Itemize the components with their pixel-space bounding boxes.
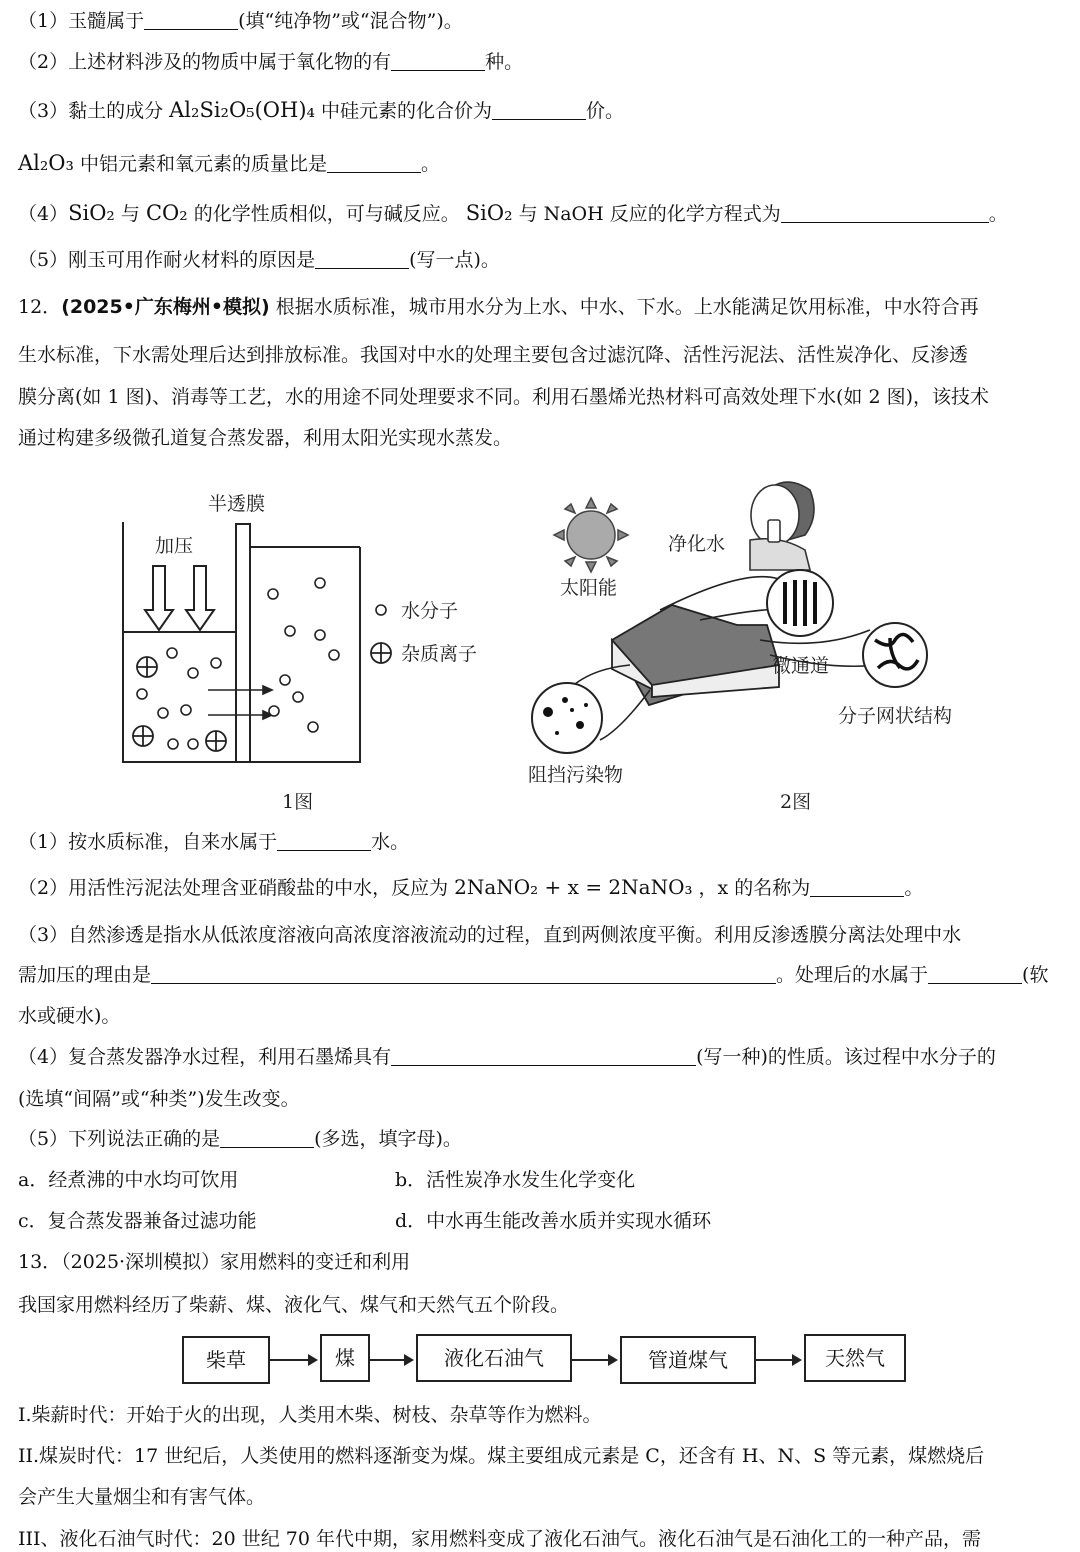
answer-blank[interactable] <box>151 963 776 984</box>
answer-blank[interactable] <box>391 1045 696 1066</box>
pressure-arrows <box>145 566 214 630</box>
impurity-ion-legend-icon <box>371 643 391 663</box>
purified-water-label: 净化水 <box>668 533 726 555</box>
flow-arrow <box>268 1359 316 1361</box>
q11-part3: （3）黏土的成分 Al₂Si₂O₅(OH)₄ 中硅元素的化合价为 价。 <box>18 98 625 122</box>
q13-era3: III、液化石油气时代：20 世纪 70 年代中期，家用燃料变成了液化石油气。液化石油气是石油化工的一种产品，需 <box>18 1528 981 1550</box>
legend-impurity-ion: 杂质离子 <box>401 643 478 665</box>
q12-sub3-line2: 需加压的理由是 。处理后的水属于 (软 <box>18 964 1049 986</box>
pollutant-block-icon <box>532 683 602 753</box>
flow-step-natural-gas: 天然气 <box>804 1334 906 1382</box>
child-drinking-icon <box>750 482 814 570</box>
formula: SiO₂ <box>68 201 115 225</box>
impurity-ions <box>133 657 226 751</box>
q11-part3b: Al₂O₃ 中铝元素和氧元素的质量比是 。 <box>18 151 441 175</box>
q11-part1: （1）玉髓属于 (填“纯净物”或“混合物”)。 <box>18 10 463 32</box>
q12-sub3-line1: （3）自然渗透是指水从低浓度溶液向高浓度溶液流动的过程，直到两侧浓度平衡。利用反渗透膜分离法处理中水 <box>18 924 962 946</box>
flow-step-coal: 煤 <box>320 1334 370 1382</box>
flow-arrow <box>570 1359 616 1361</box>
figure-1-caption: 1图 <box>282 791 314 813</box>
q12-source: (2025•广东梅州•模拟) <box>61 296 270 318</box>
answer-blank[interactable] <box>810 876 904 897</box>
formula: CO₂ <box>145 201 188 225</box>
network-label: 分子网状结构 <box>838 705 953 727</box>
sun-icon <box>554 498 628 572</box>
pressure-label: 加压 <box>155 535 194 557</box>
answer-blank[interactable] <box>277 830 371 851</box>
q12-intro-line3: 膜分离(如 1 图)、消毒等工艺，水的用途不同处理要求不同。利用石墨烯光热材料可高效处理下水(如 2 图)，该技术 <box>18 386 989 408</box>
option-b[interactable]: b．活性炭净水发生化学变化 <box>395 1169 636 1191</box>
option-c[interactable]: c．复合蒸发器兼备过滤功能 <box>18 1210 257 1232</box>
membrane-label: 半透膜 <box>208 493 266 515</box>
q11-part4: （4）SiO₂ 与 CO₂ 的化学性质相似，可与碱反应。 SiO₂ 与 NaOH 反应的化学方程式为 。 <box>18 201 1008 225</box>
block-pollutant-label: 阻挡污染物 <box>528 764 624 786</box>
q13-intro: 我国家用燃料经历了柴薪、煤、液化气、煤气和天然气五个阶段。 <box>18 1294 570 1316</box>
reaction-equation: 2NaNO₂ + x = 2NaNO₃ <box>454 875 693 899</box>
flow-arrow <box>754 1359 800 1361</box>
q12-sub4-line2: (选填“间隔”或“种类”)发生改变。 <box>18 1088 300 1110</box>
microchannel-icon <box>767 570 833 636</box>
answer-blank[interactable] <box>928 963 1022 984</box>
network-icon <box>863 623 927 687</box>
q13-era2-line2: 会产生大量烟尘和有害气体。 <box>18 1486 266 1508</box>
alumina-formula: Al₂O₃ <box>18 151 74 175</box>
microchannel-label: 微通道 <box>772 655 830 677</box>
flow-step-pipeline-gas: 管道煤气 <box>620 1336 756 1384</box>
q12-intro-line1: 12．(2025•广东梅州•模拟) 根据水质标准，城市用水分为上水、中水、下水。上水能满足饮用标准，中水符合再 <box>18 296 979 318</box>
flow-step-lpg: 液化石油气 <box>416 1334 572 1382</box>
q13-era1: I.柴薪时代：开始于火的出现，人类用木柴、树枝、杂草等作为燃料。 <box>18 1404 602 1426</box>
figure-2-evaporator <box>528 482 952 813</box>
figure-2-caption: 2图 <box>780 791 812 813</box>
formula: SiO₂ <box>465 201 513 225</box>
answer-blank[interactable] <box>220 1127 314 1148</box>
q12-sub2: （2）用活性污泥法处理含亚硝酸盐的中水，反应为 2NaNO₂ + x = 2NaNO₃ ，x 的名称为 。 <box>18 875 924 899</box>
flow-arrow <box>368 1359 412 1361</box>
q12-sub4-line1: （4）复合蒸发器净水过程，利用石墨烯具有 (写一种)的性质。该过程中水分子的 <box>18 1046 996 1068</box>
sun-label: 太阳能 <box>560 577 618 599</box>
q11-part5: （5）刚玉可用作耐火材料的原因是 (写一点)。 <box>18 249 500 271</box>
q12-intro-line4: 通过构建多级微孔道复合蒸发器，利用太阳光实现水蒸发。 <box>18 427 513 449</box>
option-d[interactable]: d．中水再生能改善水质并实现水循环 <box>395 1210 712 1232</box>
q13-title: 13．（2025·深圳模拟）家用燃料的变迁和利用 <box>18 1251 411 1273</box>
water-molecule-legend-icon <box>376 605 386 615</box>
figure-1-reverse-osmosis <box>123 493 477 813</box>
q12-sub5: （5）下列说法正确的是 (多选，填字母)。 <box>18 1128 462 1150</box>
evaporator-block <box>612 605 779 705</box>
membrane <box>236 524 250 762</box>
q11-part2: （2）上述材料涉及的物质中属于氧化物的有 种。 <box>18 51 524 73</box>
q12-sub1: （1）按水质标准，自来水属于 水。 <box>18 831 410 853</box>
q13-era2-line1: II.煤炭时代：17 世纪后，人类使用的燃料逐渐变为煤。煤主要组成元素是 C，还含有 H、N、S 等元素，煤燃烧后 <box>18 1445 985 1467</box>
flow-step-firewood: 柴草 <box>182 1336 270 1384</box>
legend-water-molecule: 水分子 <box>401 600 459 622</box>
q12-intro-line2: 生水标准，下水需处理后达到排放标准。我国对中水的处理主要包含过滤沉降、活性污泥法、活性炭净化、反渗透 <box>18 344 969 366</box>
q12-sub3-line3: 水或硬水)。 <box>18 1005 121 1027</box>
option-a[interactable]: a．经煮沸的中水均可饮用 <box>18 1169 239 1191</box>
clay-formula: Al₂Si₂O₅(OH)₄ <box>169 98 315 122</box>
